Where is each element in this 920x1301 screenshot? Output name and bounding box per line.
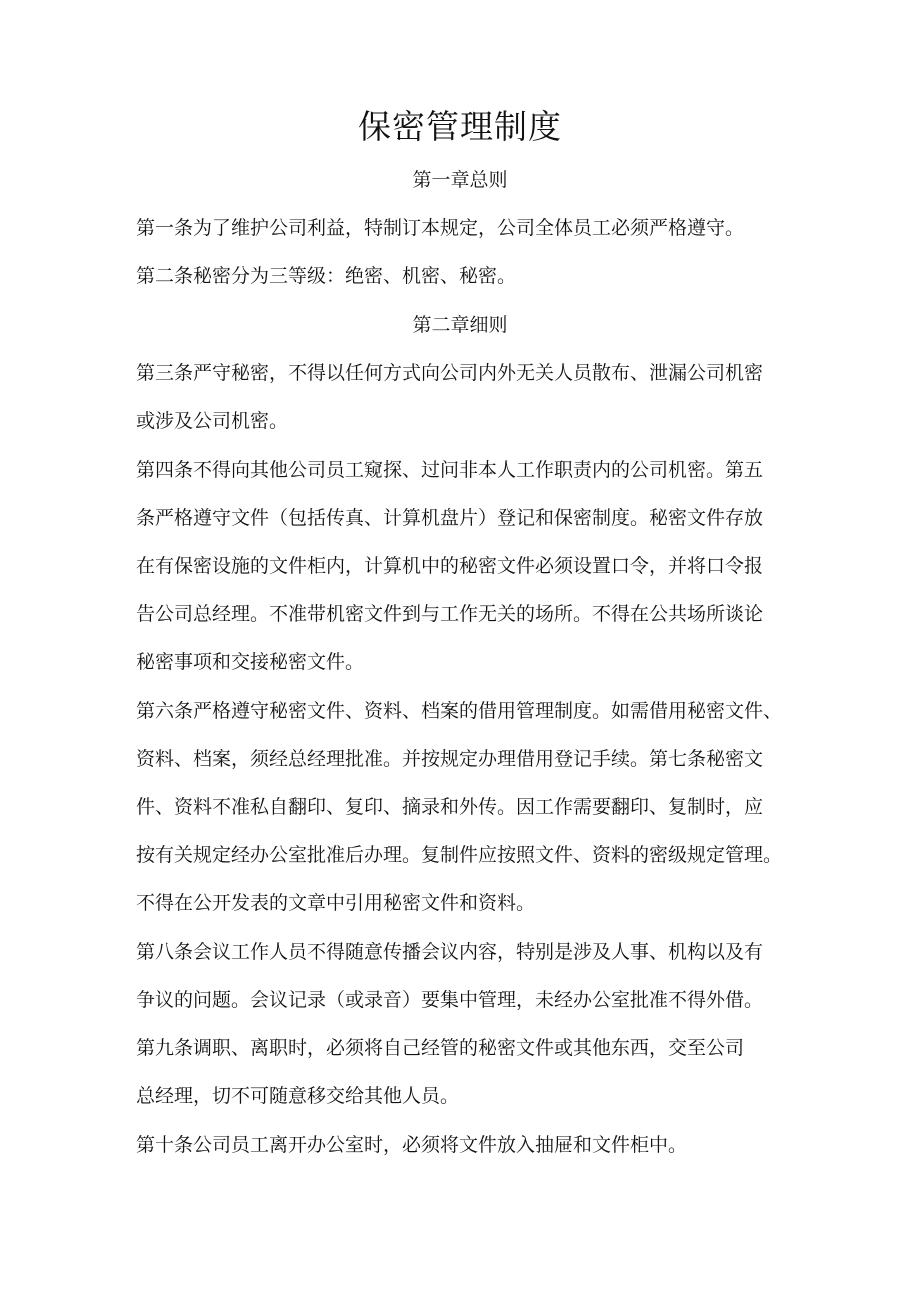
body-line: 不得在公开发表的文章中引用秘密文件和资料。 <box>136 892 536 914</box>
body-line: 条严格遵守文件（包括传真、计算机盘片）登记和保密制度。秘密文件存放 <box>136 507 764 529</box>
body-line: 第六条严格遵守秘密文件、资料、档案的借用管理制度。如需借用秘密文件、 <box>136 700 783 722</box>
body-line: 按有关规定经办公室批准后办理。复制件应按照文件、资料的密级规定管理。 <box>136 844 783 866</box>
body-line: 争议的问题。会议记录（或录音）要集中管理，未经办公室批准不得外借。 <box>136 989 764 1011</box>
chapter-heading: 第一章总则 <box>412 169 508 191</box>
chapter-heading: 第二章细则 <box>412 314 508 336</box>
body-line: 或涉及公司机密。 <box>136 410 289 432</box>
body-line: 在有保密设施的文件柜内，计算机中的秘密文件必须设置口令，并将口令报 <box>136 555 764 577</box>
body-line: 总经理，切不可随意移交给其他人员。 <box>136 1085 460 1107</box>
body-line: 第九条调职、离职时，必须将自己经管的秘密文件或其他东西，交至公司 <box>136 1037 745 1059</box>
document-title: 保密管理制度 <box>358 107 562 146</box>
body-line: 秘密事项和交接秘密文件。 <box>136 651 365 673</box>
body-line: 第三条严守秘密，不得以任何方式向公司内外无关人员散布、泄漏公司机密 <box>136 362 764 384</box>
body-line: 件、资料不准私自翻印、复印、摘录和外传。因工作需要翻印、复制时，应 <box>136 796 764 818</box>
body-line: 第四条不得向其他公司员工窥探、过问非本人工作职责内的公司机密。第五 <box>136 459 764 481</box>
body-line: 第二条秘密分为三等级：绝密、机密、秘密。 <box>136 265 517 287</box>
body-line: 第一条为了维护公司利益，特制订本规定，公司全体员工必须严格遵守。 <box>136 217 745 239</box>
body-line: 告公司总经理。不准带机密文件到与工作无关的场所。不得在公共场所谈论 <box>136 603 764 625</box>
body-line: 资料、档案，须经总经理批准。并按规定办理借用登记手续。第七条秘密文 <box>136 748 764 770</box>
body-line: 第八条会议工作人员不得随意传播会议内容，特别是涉及人事、机构以及有 <box>136 941 764 963</box>
body-line: 第十条公司员工离开办公室时，必须将文件放入抽屉和文件柜中。 <box>136 1134 688 1156</box>
